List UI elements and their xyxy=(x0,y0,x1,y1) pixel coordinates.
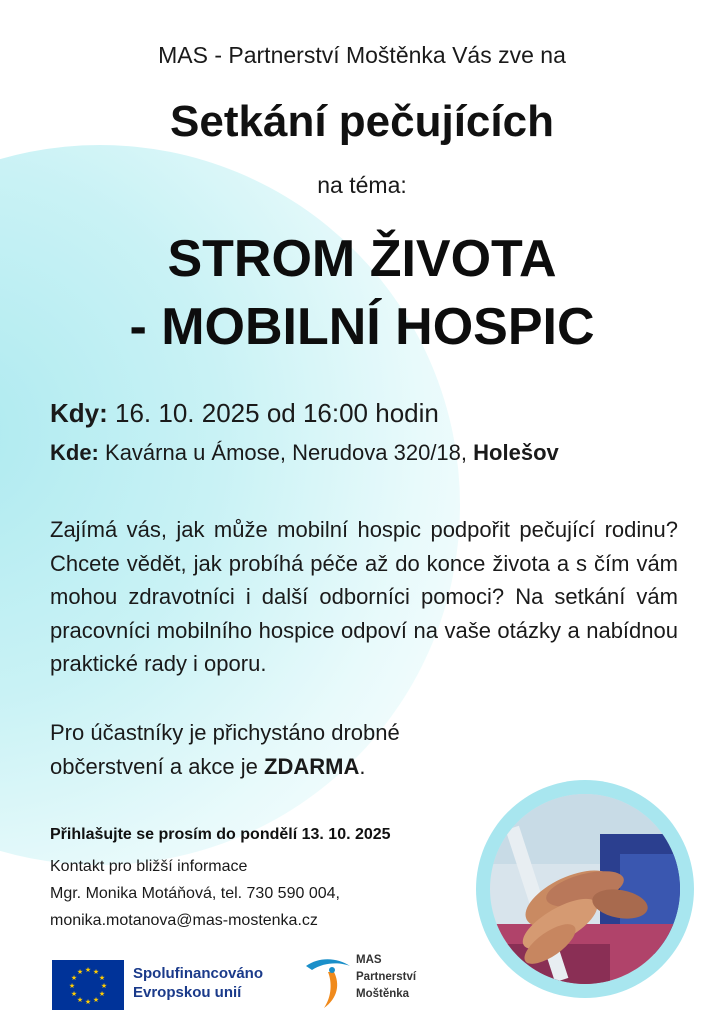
svg-text:★: ★ xyxy=(70,990,78,998)
free-label: ZDARMA xyxy=(264,753,360,779)
contact-person: Mgr. Monika Motáňová, tel. 730 590 004, xyxy=(50,885,340,902)
svg-text:★: ★ xyxy=(68,982,76,990)
eu-line-1: Spolufinancováno xyxy=(133,965,264,982)
svg-text:★: ★ xyxy=(76,968,84,976)
svg-text:★: ★ xyxy=(76,996,84,1004)
where-city: Holešov xyxy=(473,440,559,465)
refreshment-note xyxy=(50,716,490,783)
theme-heading xyxy=(0,225,724,361)
theme-line-1: STROM ŽIVOTA xyxy=(167,230,557,288)
mas-line-3: Moštěnka xyxy=(356,988,410,1000)
holding-hands-photo xyxy=(490,794,680,984)
svg-text:★: ★ xyxy=(98,974,106,982)
mas-line-1: MAS xyxy=(356,954,382,966)
intro-text: MAS - Partnerství Moštěnka Vás zve na xyxy=(158,42,566,68)
eu-funding-text xyxy=(133,964,263,1002)
refreshment-line-2 xyxy=(50,750,490,784)
when-value: 16. 10. 2025 od 16:00 hodin xyxy=(115,398,439,428)
contact-info-label: Kontakt pro bližší informace xyxy=(50,858,248,875)
contact-block xyxy=(50,853,340,934)
where-label: Kde: xyxy=(50,440,99,465)
eu-line-2: Evropskou unií xyxy=(133,984,242,1001)
svg-text:★: ★ xyxy=(98,990,106,998)
where-value: Kavárna u Ámose, Nerudova 320/18, xyxy=(105,440,468,465)
theme-line-2: - MOBILNÍ HOSPIC xyxy=(129,298,595,356)
svg-text:★: ★ xyxy=(84,966,92,974)
where-line xyxy=(50,440,559,466)
when-label: Kdy: xyxy=(50,398,108,428)
eu-flag-icon xyxy=(52,960,124,1010)
when-line xyxy=(50,398,439,429)
mas-logo-text xyxy=(356,952,416,1003)
mas-swoosh-logo xyxy=(302,952,354,1012)
theme-label: na téma: xyxy=(317,172,407,198)
svg-text:★: ★ xyxy=(92,996,100,1004)
mas-line-2: Partnerství xyxy=(356,971,417,983)
contact-email[interactable]: monika.motanova@mas-mostenka.cz xyxy=(50,912,318,929)
period: . xyxy=(359,753,366,779)
refreshment-line-1: Pro účastníky je přichystáno drobné xyxy=(50,720,400,745)
svg-text:★: ★ xyxy=(84,998,92,1006)
event-title: Setkání pečujících xyxy=(170,97,554,146)
svg-text:★: ★ xyxy=(100,982,108,990)
registration-deadline: Přihlašujte se prosím do pondělí 13. 10. 2025 xyxy=(50,826,391,843)
svg-text:★: ★ xyxy=(70,974,78,982)
refreshment-text: občerstvení a akce je xyxy=(50,753,258,779)
svg-text:★: ★ xyxy=(92,968,100,976)
description-paragraph: Zajímá vás, jak může mobilní hospic podpořit pečující rodinu? Chcete vědět, jak probíhá péče až do konce života a s čím vám mohou zdravotníci i další odborníci pomoci? Na setkání vám pracovníci mobilního hospice odpoví na vaše otázky a nabídnou praktické rady i oporu. xyxy=(50,517,678,676)
